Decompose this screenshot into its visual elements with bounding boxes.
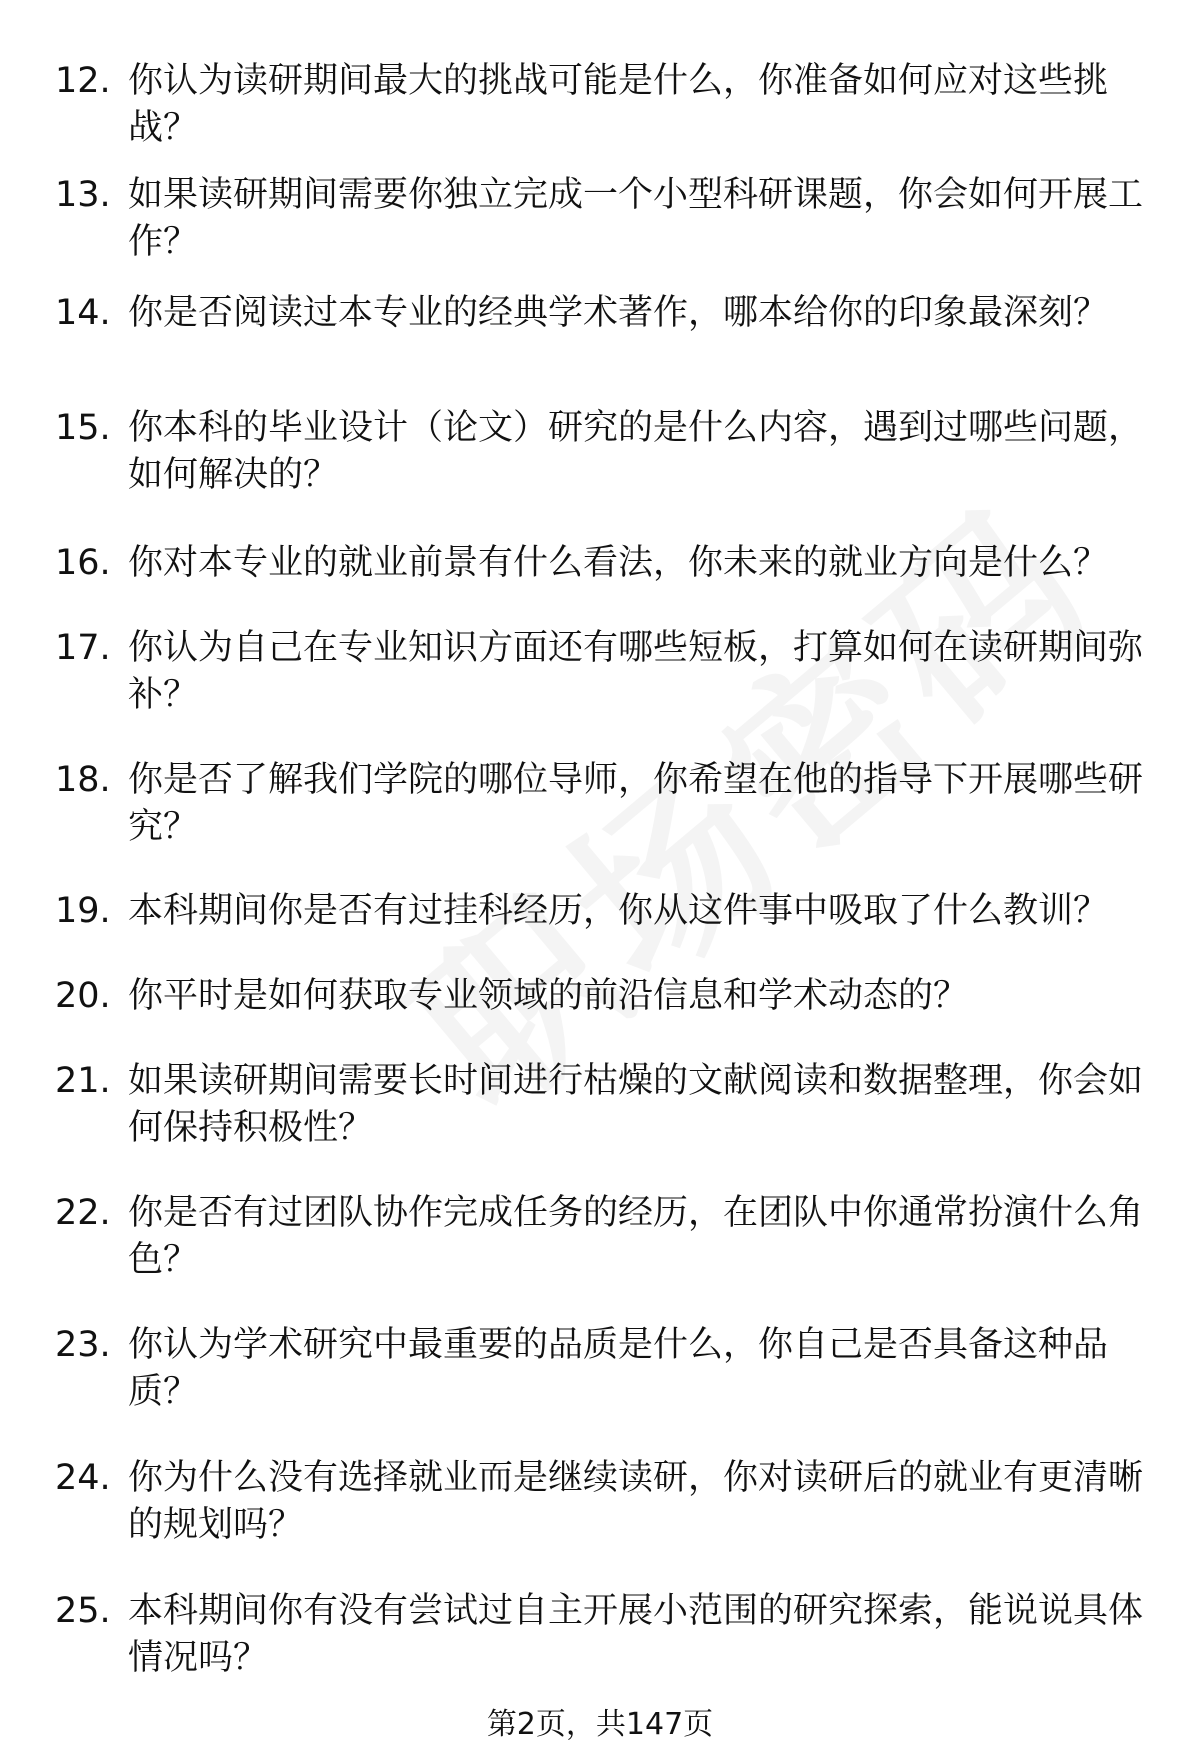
question-text: 你是否阅读过本专业的经典学术著作，哪本给你的印象最深刻？ (128, 293, 1109, 333)
question-text: 如果读研期间需要长时间进行枯燥的文献阅读和数据整理，你会如何保持积极性？ (128, 1061, 1144, 1148)
question-number: 20. (55, 976, 111, 1016)
question-text: 你平时是如何获取专业领域的前沿信息和学术动态的？ (128, 976, 969, 1016)
question-text: 你是否了解我们学院的哪位导师，你希望在他的指导下开展哪些研究？ (128, 760, 1144, 847)
question-text: 你对本专业的就业前景有什么看法，你未来的就业方向是什么？ (128, 543, 1109, 583)
question-number: 16. (55, 543, 111, 583)
question-number: 24. (55, 1458, 111, 1498)
question-text: 本科期间你是否有过挂科经历，你从这件事中吸取了什么教训？ (128, 891, 1109, 931)
question-text: 你认为学术研究中最重要的品质是什么，你自己是否具备这种品质？ (128, 1325, 1109, 1412)
question-number: 18. (55, 760, 111, 800)
question-number: 17. (55, 628, 111, 668)
question-number: 14. (55, 293, 111, 333)
question-number: 22. (55, 1193, 111, 1233)
question-number: 25. (55, 1591, 111, 1631)
question-number: 13. (55, 175, 111, 215)
question-text: 你本科的毕业设计（论文）研究的是什么内容，遇到过哪些问题，如何解决的？ (128, 408, 1144, 495)
page-footer: 第2页，共147页 (486, 1707, 714, 1742)
question-text: 本科期间你有没有尝试过自主开展小范围的研究探索，能说说具体情况吗？ (128, 1591, 1144, 1678)
question-number: 23. (55, 1325, 111, 1365)
question-text: 你为什么没有选择就业而是继续读研，你对读研后的就业有更清晰的规划吗？ (128, 1458, 1144, 1545)
question-text: 你是否有过团队协作完成任务的经历，在团队中你通常扮演什么角色？ (128, 1193, 1144, 1280)
question-text: 你认为读研期间最大的挑战可能是什么，你准备如何应对这些挑战？ (128, 61, 1109, 148)
question-text: 如果读研期间需要你独立完成一个小型科研课题，你会如何开展工作？ (128, 175, 1144, 262)
question-number: 15. (55, 408, 111, 448)
question-number: 12. (55, 61, 111, 101)
question-number: 21. (55, 1061, 111, 1101)
question-text: 你认为自己在专业知识方面还有哪些短板，打算如何在读研期间弥补？ (128, 628, 1144, 715)
question-number: 19. (55, 891, 111, 931)
